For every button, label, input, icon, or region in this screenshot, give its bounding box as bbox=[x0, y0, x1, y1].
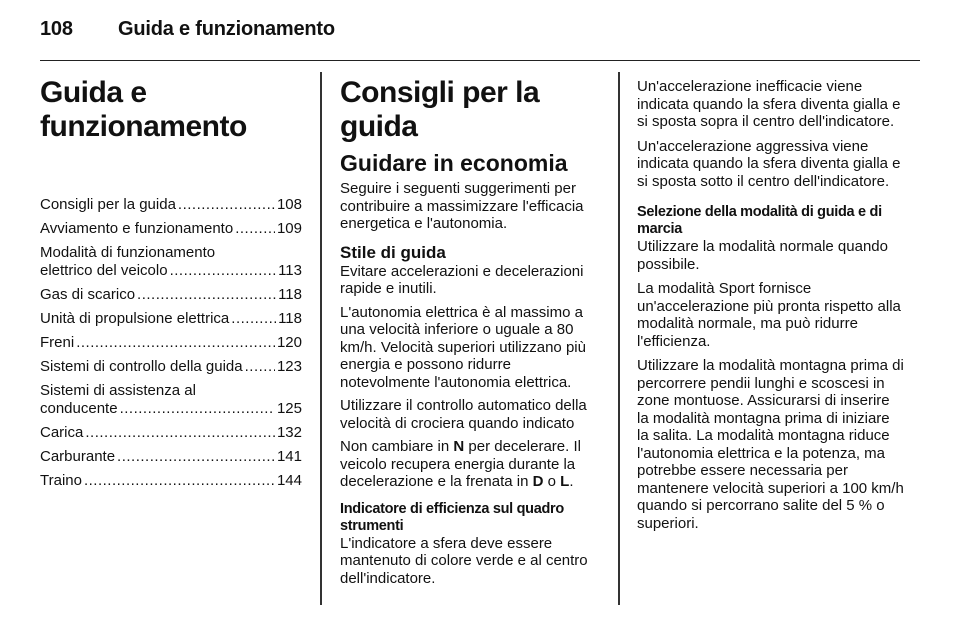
paragraph: Seguire i seguenti suggerimenti per contribuire a massimizzare l'efficacia energetica e l'autonomia. bbox=[340, 180, 584, 232]
toc-leader-dots bbox=[235, 220, 275, 238]
toc-leader-dots bbox=[85, 424, 275, 442]
toc-page-number: 118 bbox=[278, 286, 302, 303]
toc-leader-dots bbox=[120, 400, 275, 418]
toc-entry-label: Consigli per la guida bbox=[40, 196, 176, 213]
toc-entry[interactable] bbox=[40, 196, 302, 214]
paragraph: La modalità Sport fornisce un'accelerazione più pronta rispetto alla modalità normale, ma può ridurre l'efficienza. bbox=[637, 280, 901, 350]
paragraph: Un'accelerazione aggressiva viene indicata quando la sfera diventa gialla e si sposta sotto il centro dell'indicatore. bbox=[637, 137, 901, 190]
paragraph: Utilizzare la modalità montagna prima di percorrere pendii lunghi e scoscesi in zone montuose. Assicurarsi di inserire la modalità montagna prima di iniziare la salita. La modalità montagna riduce l'autonomia elettrica e la potenza, ma potrebbe essere necessaria per mantenere velocità superiori a 100 km/h quando si percorrano salite del 5 % o superiori. bbox=[637, 357, 904, 532]
subheading-driving-style: Stile di guida bbox=[340, 242, 446, 262]
subheading-efficiency-indicator: Indicatore di efficienza sul quadro strumenti bbox=[340, 500, 564, 534]
toc-leader-dots bbox=[178, 196, 275, 214]
column-divider bbox=[618, 72, 620, 605]
toc-entry[interactable] bbox=[40, 244, 302, 280]
toc-entry-label: Sistemi di controllo della guida bbox=[40, 358, 243, 375]
toc-leader-dots bbox=[231, 310, 276, 328]
chapter-contents bbox=[40, 70, 302, 496]
toc-entry-label: Carica bbox=[40, 424, 84, 441]
toc-page-number: 141 bbox=[276, 448, 302, 465]
toc-leader-dots bbox=[76, 334, 275, 352]
toc-entry-label: conducente bbox=[40, 400, 118, 417]
toc-page-number: 144 bbox=[276, 472, 302, 489]
toc-entry-label: Traino bbox=[40, 472, 82, 489]
toc-entry-label: Avviamento e funzionamento bbox=[40, 220, 234, 237]
toc-entry-label: Modalità di funzionamento bbox=[40, 244, 216, 261]
subheading-mode-selection: Selezione della modalità di guida e di marcia bbox=[637, 204, 882, 237]
paragraph: L'autonomia elettrica è al massimo a una velocità inferiore o uguale a 80 km/h. Velocità superiori utilizzano più energia e possono ridurre notevolmente l'autonomia elettrica. bbox=[340, 303, 586, 391]
toc-page-number: 132 bbox=[276, 424, 302, 441]
page-header bbox=[40, 18, 920, 61]
column-divider bbox=[320, 72, 322, 605]
paragraph: Utilizzare la modalità normale quando possibile. bbox=[637, 238, 888, 273]
paragraph: Un'accelerazione inefficacie viene indicata quando la sfera diventa gialla e si sposta sopra il centro dell'indicatore. bbox=[637, 78, 901, 130]
toc-entry-label: Unità di propulsione elettrica bbox=[40, 310, 230, 327]
toc-leader-dots bbox=[84, 472, 275, 490]
toc-entry[interactable] bbox=[40, 334, 302, 352]
toc-entry[interactable] bbox=[40, 358, 302, 376]
paragraph: Non cambiare in N per decelerare. Il veicolo recupera energia durante la decelerazione e la frenata in D o L. bbox=[340, 438, 581, 490]
toc-page-number: 113 bbox=[278, 262, 302, 279]
toc-entry[interactable] bbox=[40, 448, 302, 466]
toc-page-number: 123 bbox=[276, 358, 302, 375]
chapter-title: Guida e funzionamento bbox=[40, 76, 247, 143]
subsection-heading: Guidare in economia bbox=[340, 150, 568, 176]
section-heading: Consigli per la guida bbox=[340, 76, 540, 143]
toc-entry[interactable] bbox=[40, 286, 302, 304]
section-title: Guida e funzionamento bbox=[118, 18, 335, 40]
driving-mode-column bbox=[637, 70, 904, 539]
toc-page-number: 109 bbox=[276, 220, 302, 237]
toc-page-number: 108 bbox=[276, 196, 302, 213]
toc-entry-label: elettrico del veicolo bbox=[40, 262, 168, 279]
toc-entry[interactable] bbox=[40, 382, 302, 418]
toc-entry[interactable] bbox=[40, 310, 302, 328]
toc-page-number: 125 bbox=[276, 400, 302, 417]
paragraph: L'indicatore a sfera deve essere mantenuto di colore verde e al centro dell'indicatore. bbox=[340, 534, 588, 587]
toc-entry[interactable] bbox=[40, 424, 302, 442]
toc-entry-label: Gas di scarico bbox=[40, 286, 136, 303]
paragraph: Utilizzare il controllo automatico della velocità di crociera quando indicato bbox=[340, 397, 587, 432]
toc-page-number: 118 bbox=[278, 310, 302, 327]
toc-leader-dots bbox=[137, 286, 276, 304]
toc-entry[interactable] bbox=[40, 472, 302, 490]
toc-page-number: 120 bbox=[276, 334, 302, 351]
toc-entry[interactable] bbox=[40, 220, 302, 238]
toc-leader-dots bbox=[117, 448, 275, 466]
paragraph: Evitare accelerazioni e decelerazioni rapide e inutili. bbox=[340, 262, 584, 297]
toc-leader-dots bbox=[245, 358, 275, 376]
toc-entry-label: Freni bbox=[40, 334, 75, 351]
page-number: 108 bbox=[40, 18, 73, 40]
toc-entry-label: Carburante bbox=[40, 448, 116, 465]
driving-tips-column bbox=[340, 70, 602, 593]
toc-entry-label: Sistemi di assistenza al bbox=[40, 382, 196, 399]
table-of-contents bbox=[40, 196, 302, 490]
toc-leader-dots bbox=[170, 262, 277, 280]
